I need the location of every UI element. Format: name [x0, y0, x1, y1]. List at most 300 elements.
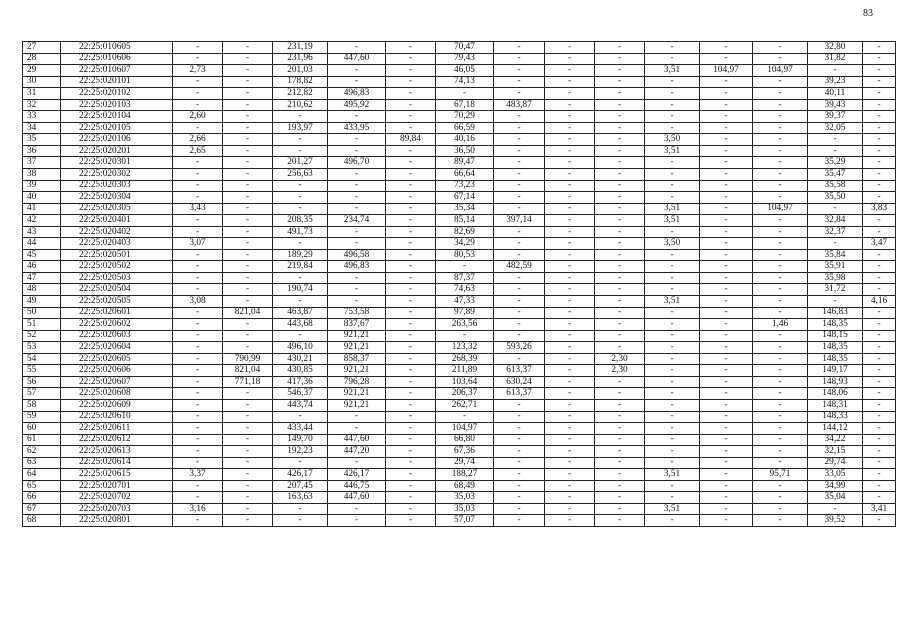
cell-value-col-4: 495,92: [328, 99, 386, 111]
cell-row-number: 44: [23, 238, 61, 250]
cell-value-col-4: 496,83: [328, 261, 386, 273]
cell-value-col-4: -: [328, 203, 386, 215]
cell-value-col-7: -: [494, 480, 545, 492]
cell-value-col-8: -: [545, 503, 595, 515]
cell-value-col-10: -: [645, 330, 700, 342]
table-row: [23, 76, 896, 88]
cell-value-col-10: -: [645, 492, 700, 504]
cell-value-col-14: 3,47: [863, 238, 896, 250]
cell-value-col-4: -: [328, 145, 386, 157]
cell-value-col-3: 426,17: [273, 469, 328, 481]
cell-value-col-13: 148,15: [808, 330, 863, 342]
cell-value-col-4: 447,60: [328, 434, 386, 446]
table-row: [23, 42, 896, 54]
cell-value-col-5: -: [386, 180, 436, 192]
table-row: [23, 492, 896, 504]
cell-value-col-6: 68,49: [436, 480, 494, 492]
cell-value-col-12: -: [753, 503, 808, 515]
cell-value-col-7: -: [494, 307, 545, 319]
cell-value-col-3: -: [273, 330, 328, 342]
cell-value-col-10: -: [645, 353, 700, 365]
cell-value-col-5: -: [386, 261, 436, 273]
cell-value-col-14: -: [863, 99, 896, 111]
cell-value-col-3: 189,29: [273, 249, 328, 261]
cell-value-col-14: -: [863, 42, 896, 54]
cell-value-col-7: -: [494, 111, 545, 123]
cell-value-col-10: -: [645, 99, 700, 111]
cell-value-col-11: -: [700, 515, 753, 527]
cell-value-col-10: -: [645, 319, 700, 331]
cell-row-number: 67: [23, 503, 61, 515]
cell-value-col-14: -: [863, 88, 896, 100]
cell-value-col-13: 35,29: [808, 157, 863, 169]
cell-row-number: 43: [23, 226, 61, 238]
cell-value-col-7: -: [494, 180, 545, 192]
cell-value-col-10: -: [645, 192, 700, 204]
cell-value-col-8: -: [545, 111, 595, 123]
cell-object-code: 22:25:020701: [61, 480, 173, 492]
table-row: [23, 411, 896, 423]
cell-value-col-8: -: [545, 388, 595, 400]
cell-value-col-5: -: [386, 469, 436, 481]
cell-value-col-13: 31,72: [808, 284, 863, 296]
cell-object-code: 22:25:020607: [61, 376, 173, 388]
cell-value-col-9: -: [595, 457, 645, 469]
cell-value-col-12: -: [753, 99, 808, 111]
cell-value-col-12: -: [753, 457, 808, 469]
cell-value-col-7: -: [494, 399, 545, 411]
cell-value-col-10: -: [645, 180, 700, 192]
cell-value-col-4: 447,60: [328, 492, 386, 504]
cell-value-col-3: 219,84: [273, 261, 328, 273]
cell-value-col-13: 39,37: [808, 111, 863, 123]
cell-value-col-5: -: [386, 111, 436, 123]
cell-value-col-2: -: [223, 503, 273, 515]
cell-value-col-4: 426,17: [328, 469, 386, 481]
cell-value-col-4: -: [328, 65, 386, 77]
cell-value-col-4: 921,21: [328, 342, 386, 354]
cell-value-col-11: -: [700, 134, 753, 146]
cell-value-col-13: 35,04: [808, 492, 863, 504]
cell-value-col-5: -: [386, 88, 436, 100]
cell-value-col-2: -: [223, 330, 273, 342]
cell-value-col-5: -: [386, 192, 436, 204]
table-row: [23, 65, 896, 77]
cell-value-col-1: -: [173, 99, 223, 111]
cell-value-col-6: 268,39: [436, 353, 494, 365]
cell-value-col-9: -: [595, 434, 645, 446]
cell-value-col-4: -: [328, 423, 386, 435]
cell-value-col-13: -: [808, 503, 863, 515]
cell-value-col-3: -: [273, 272, 328, 284]
cell-value-col-13: 148,06: [808, 388, 863, 400]
cell-value-col-3: 210,62: [273, 99, 328, 111]
cell-value-col-13: 32,84: [808, 215, 863, 227]
cell-value-col-5: -: [386, 203, 436, 215]
page-number: 83: [863, 8, 873, 19]
cell-value-col-5: -: [386, 157, 436, 169]
cell-value-col-6: 74,13: [436, 76, 494, 88]
cell-value-col-11: -: [700, 434, 753, 446]
cell-value-col-7: -: [494, 203, 545, 215]
cell-object-code: 22:25:020105: [61, 122, 173, 134]
cell-value-col-10: -: [645, 42, 700, 54]
cell-value-col-1: -: [173, 169, 223, 181]
cell-value-col-2: -: [223, 319, 273, 331]
cell-value-col-2: -: [223, 122, 273, 134]
cell-value-col-14: -: [863, 330, 896, 342]
table-row: [23, 157, 896, 169]
cell-value-col-6: -: [436, 411, 494, 423]
cell-value-col-5: -: [386, 272, 436, 284]
cell-value-col-6: 97,89: [436, 307, 494, 319]
cell-value-col-1: -: [173, 284, 223, 296]
cell-value-col-10: -: [645, 411, 700, 423]
cell-value-col-12: -: [753, 111, 808, 123]
cell-value-col-11: -: [700, 307, 753, 319]
cell-value-col-9: -: [595, 122, 645, 134]
table-row: [23, 203, 896, 215]
cell-object-code: 22:25:020612: [61, 434, 173, 446]
table-row: [23, 192, 896, 204]
cell-value-col-12: -: [753, 399, 808, 411]
cell-object-code: 22:25:010605: [61, 42, 173, 54]
cell-row-number: 51: [23, 319, 61, 331]
cell-value-col-7: -: [494, 353, 545, 365]
cell-value-col-4: -: [328, 169, 386, 181]
cell-value-col-10: -: [645, 457, 700, 469]
cell-value-col-11: 104,97: [700, 65, 753, 77]
cell-row-number: 47: [23, 272, 61, 284]
cell-value-col-1: -: [173, 53, 223, 65]
cell-value-col-9: -: [595, 503, 645, 515]
cell-value-col-11: -: [700, 76, 753, 88]
cell-value-col-14: -: [863, 515, 896, 527]
cell-value-col-13: 32,05: [808, 122, 863, 134]
cell-value-col-6: 123,32: [436, 342, 494, 354]
cell-row-number: 48: [23, 284, 61, 296]
cell-value-col-8: -: [545, 515, 595, 527]
cell-value-col-11: -: [700, 399, 753, 411]
cell-value-col-3: 443,74: [273, 399, 328, 411]
cell-value-col-8: -: [545, 215, 595, 227]
cell-value-col-10: -: [645, 53, 700, 65]
cell-object-code: 22:25:020301: [61, 157, 173, 169]
cell-object-code: 22:25:020604: [61, 342, 173, 354]
cell-value-col-5: -: [386, 503, 436, 515]
cell-value-col-7: -: [494, 192, 545, 204]
cell-value-col-7: -: [494, 330, 545, 342]
cell-value-col-5: -: [386, 365, 436, 377]
cell-value-col-5: -: [386, 446, 436, 458]
cell-object-code: 22:25:020614: [61, 457, 173, 469]
cell-value-col-3: -: [273, 134, 328, 146]
cell-value-col-1: -: [173, 192, 223, 204]
cell-value-col-6: 85,14: [436, 215, 494, 227]
cell-object-code: 22:25:020703: [61, 503, 173, 515]
cell-value-col-2: -: [223, 65, 273, 77]
cell-value-col-3: 193,97: [273, 122, 328, 134]
table-row: [23, 446, 896, 458]
cell-value-col-2: -: [223, 515, 273, 527]
cell-value-col-7: -: [494, 446, 545, 458]
cell-value-col-6: 79,43: [436, 53, 494, 65]
cell-value-col-1: -: [173, 76, 223, 88]
cell-value-col-3: 201,27: [273, 157, 328, 169]
cell-value-col-13: 35,98: [808, 272, 863, 284]
cell-object-code: 22:25:020610: [61, 411, 173, 423]
table-row: [23, 272, 896, 284]
cell-value-col-7: -: [494, 226, 545, 238]
cell-value-col-3: -: [273, 503, 328, 515]
cell-value-col-8: -: [545, 457, 595, 469]
cell-object-code: 22:25:020101: [61, 76, 173, 88]
cell-value-col-6: 35,34: [436, 203, 494, 215]
cell-value-col-3: 192,23: [273, 446, 328, 458]
cell-value-col-7: -: [494, 65, 545, 77]
cell-value-col-8: -: [545, 99, 595, 111]
cell-value-col-9: -: [595, 480, 645, 492]
cell-value-col-7: 613,37: [494, 388, 545, 400]
cell-value-col-6: 36,50: [436, 145, 494, 157]
cell-value-col-10: -: [645, 365, 700, 377]
cell-value-col-11: -: [700, 319, 753, 331]
cell-value-col-13: 34,99: [808, 480, 863, 492]
cell-value-col-9: -: [595, 111, 645, 123]
cell-value-col-8: -: [545, 42, 595, 54]
table-row: [23, 249, 896, 261]
table-row: [23, 215, 896, 227]
cell-value-col-13: 35,84: [808, 249, 863, 261]
cell-value-col-11: -: [700, 330, 753, 342]
cell-value-col-13: -: [808, 134, 863, 146]
cell-value-col-2: -: [223, 145, 273, 157]
cell-value-col-9: -: [595, 203, 645, 215]
cell-value-col-2: -: [223, 284, 273, 296]
cell-value-col-6: 104,97: [436, 423, 494, 435]
cell-value-col-2: -: [223, 180, 273, 192]
cell-value-col-11: -: [700, 53, 753, 65]
cell-value-col-7: -: [494, 296, 545, 308]
cell-value-col-9: -: [595, 42, 645, 54]
cell-value-col-4: 234,74: [328, 215, 386, 227]
cell-value-col-4: -: [328, 238, 386, 250]
cell-value-col-12: -: [753, 284, 808, 296]
cell-value-col-5: -: [386, 53, 436, 65]
cell-value-col-7: -: [494, 272, 545, 284]
cell-row-number: 58: [23, 399, 61, 411]
cell-row-number: 45: [23, 249, 61, 261]
cell-value-col-12: -: [753, 88, 808, 100]
cell-value-col-2: -: [223, 88, 273, 100]
cell-value-col-2: 790,99: [223, 353, 273, 365]
cell-value-col-3: 208,35: [273, 215, 328, 227]
cell-value-col-5: -: [386, 249, 436, 261]
cell-row-number: 68: [23, 515, 61, 527]
cell-object-code: 22:25:020606: [61, 365, 173, 377]
cell-value-col-1: -: [173, 180, 223, 192]
cell-value-col-8: -: [545, 53, 595, 65]
cell-value-col-11: -: [700, 296, 753, 308]
cell-value-col-8: -: [545, 296, 595, 308]
cell-value-col-7: -: [494, 53, 545, 65]
cell-value-col-6: 206,37: [436, 388, 494, 400]
cell-value-col-5: -: [386, 42, 436, 54]
cell-value-col-4: 447,60: [328, 53, 386, 65]
cell-value-col-7: -: [494, 134, 545, 146]
cell-value-col-14: -: [863, 365, 896, 377]
cell-value-col-13: 35,58: [808, 180, 863, 192]
table-row: [23, 376, 896, 388]
cell-value-col-11: -: [700, 353, 753, 365]
cell-value-col-10: -: [645, 434, 700, 446]
cell-value-col-6: 82,69: [436, 226, 494, 238]
cell-value-col-1: -: [173, 480, 223, 492]
cell-value-col-1: -: [173, 226, 223, 238]
cell-value-col-8: -: [545, 376, 595, 388]
table-row: [23, 515, 896, 527]
table-row: [23, 145, 896, 157]
cell-value-col-13: 148,35: [808, 319, 863, 331]
cell-value-col-8: -: [545, 342, 595, 354]
cell-value-col-9: -: [595, 399, 645, 411]
cell-value-col-10: -: [645, 399, 700, 411]
cell-value-col-2: -: [223, 261, 273, 273]
cell-value-col-5: -: [386, 169, 436, 181]
cell-value-col-2: -: [223, 53, 273, 65]
cell-value-col-4: 921,21: [328, 365, 386, 377]
cell-value-col-12: -: [753, 353, 808, 365]
cell-value-col-9: -: [595, 215, 645, 227]
cell-value-col-12: -: [753, 411, 808, 423]
cell-value-col-1: -: [173, 215, 223, 227]
cell-value-col-9: -: [595, 145, 645, 157]
cell-value-col-9: -: [595, 330, 645, 342]
cell-value-col-6: 263,56: [436, 319, 494, 331]
cell-value-col-12: -: [753, 434, 808, 446]
cell-value-col-9: -: [595, 226, 645, 238]
cell-value-col-9: -: [595, 134, 645, 146]
cell-value-col-7: 483,87: [494, 99, 545, 111]
cell-value-col-12: 1,46: [753, 319, 808, 331]
cell-value-col-12: -: [753, 492, 808, 504]
cell-value-col-5: -: [386, 238, 436, 250]
cell-value-col-1: -: [173, 88, 223, 100]
cell-value-col-2: -: [223, 342, 273, 354]
cell-value-col-5: -: [386, 515, 436, 527]
cell-value-col-12: -: [753, 226, 808, 238]
cell-value-col-2: -: [223, 457, 273, 469]
cell-value-col-3: 163,63: [273, 492, 328, 504]
cell-value-col-7: -: [494, 145, 545, 157]
cell-value-col-9: -: [595, 515, 645, 527]
cell-object-code: 22:25:020302: [61, 169, 173, 181]
cell-value-col-5: -: [386, 215, 436, 227]
cell-value-col-2: -: [223, 76, 273, 88]
cell-value-col-1: 2,60: [173, 111, 223, 123]
cell-value-col-1: -: [173, 376, 223, 388]
cell-value-col-7: -: [494, 42, 545, 54]
table-row: [23, 238, 896, 250]
cell-value-col-13: 148,33: [808, 411, 863, 423]
cell-value-col-8: -: [545, 157, 595, 169]
cell-value-col-10: -: [645, 480, 700, 492]
cell-value-col-13: 31,82: [808, 53, 863, 65]
cell-value-col-12: -: [753, 365, 808, 377]
cell-object-code: 22:25:020401: [61, 215, 173, 227]
cell-value-col-5: 89,84: [386, 134, 436, 146]
cell-value-col-1: -: [173, 446, 223, 458]
cell-value-col-3: 231,19: [273, 42, 328, 54]
cell-object-code: 22:25:020611: [61, 423, 173, 435]
cell-value-col-13: 148,35: [808, 342, 863, 354]
cell-value-col-7: -: [494, 434, 545, 446]
cell-value-col-10: -: [645, 76, 700, 88]
cell-value-col-10: -: [645, 226, 700, 238]
cell-value-col-5: -: [386, 122, 436, 134]
cell-value-col-9: -: [595, 423, 645, 435]
cell-value-col-6: 66,80: [436, 434, 494, 446]
cell-value-col-3: -: [273, 457, 328, 469]
table-row: [23, 134, 896, 146]
cell-value-col-6: 188,27: [436, 469, 494, 481]
cell-value-col-8: -: [545, 145, 595, 157]
cell-value-col-1: -: [173, 342, 223, 354]
cell-value-col-6: 89,47: [436, 157, 494, 169]
cell-value-col-8: -: [545, 134, 595, 146]
cell-value-col-11: -: [700, 157, 753, 169]
cell-value-col-14: -: [863, 307, 896, 319]
cell-row-number: 59: [23, 411, 61, 423]
cell-value-col-2: -: [223, 226, 273, 238]
cell-value-col-8: -: [545, 365, 595, 377]
cell-value-col-12: -: [753, 330, 808, 342]
cell-object-code: 22:25:020602: [61, 319, 173, 331]
cell-value-col-5: -: [386, 319, 436, 331]
table-row: [23, 53, 896, 65]
cell-value-col-4: -: [328, 111, 386, 123]
cell-object-code: 22:25:020102: [61, 88, 173, 100]
cell-row-number: 41: [23, 203, 61, 215]
cell-value-col-12: -: [753, 215, 808, 227]
cell-value-col-14: 3,83: [863, 203, 896, 215]
cell-value-col-6: 29,74: [436, 457, 494, 469]
cell-value-col-5: -: [386, 342, 436, 354]
cell-object-code: 22:25:020201: [61, 145, 173, 157]
cell-value-col-1: 2,66: [173, 134, 223, 146]
cell-value-col-5: -: [386, 492, 436, 504]
cell-value-col-4: 433,95: [328, 122, 386, 134]
table-row: [23, 353, 896, 365]
cell-value-col-9: -: [595, 180, 645, 192]
data-table: [22, 41, 896, 527]
cell-value-col-4: 496,83: [328, 88, 386, 100]
cell-value-col-7: -: [494, 457, 545, 469]
cell-value-col-7: -: [494, 284, 545, 296]
cell-value-col-14: -: [863, 157, 896, 169]
cell-value-col-6: 74,63: [436, 284, 494, 296]
cell-value-col-11: -: [700, 261, 753, 273]
cell-value-col-6: 211,89: [436, 365, 494, 377]
cell-value-col-2: -: [223, 446, 273, 458]
cell-value-col-12: 104,97: [753, 203, 808, 215]
cell-value-col-1: -: [173, 411, 223, 423]
cell-value-col-13: 40,11: [808, 88, 863, 100]
cell-value-col-5: -: [386, 434, 436, 446]
cell-value-col-10: 3,51: [645, 145, 700, 157]
cell-value-col-7: -: [494, 503, 545, 515]
cell-value-col-12: -: [753, 307, 808, 319]
